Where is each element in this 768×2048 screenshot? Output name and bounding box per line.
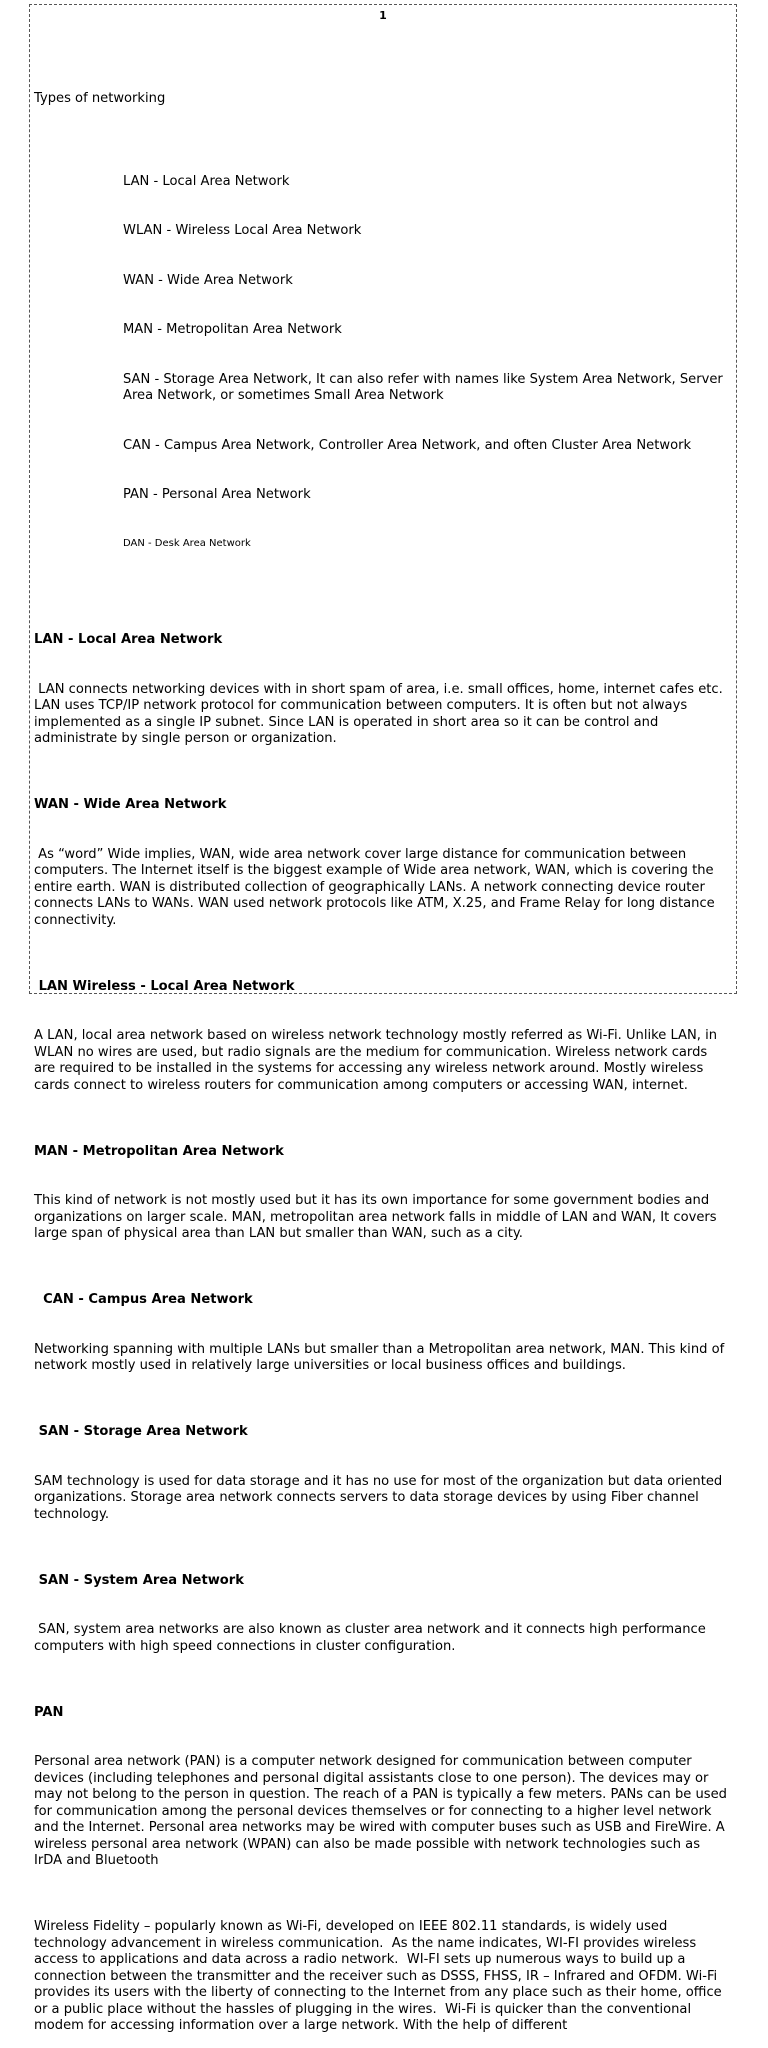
section-body-wan: As “word” Wide implies, WAN, wide area network cover large distance for communication between computers. The Internet itself is the biggest example of Wide area network, WAN, which is covering the entire earth. WAN is distributed collection of geographically LANs. A network connecting device router connects LANs to WANs. WAN used network protocols like ATM, X.25, and Frame Relay for long distance connectivity. bbox=[34, 846, 719, 928]
section-heading-pan: PAN bbox=[34, 1704, 64, 1720]
section-heading-storage-san: SAN - Storage Area Network bbox=[34, 1424, 248, 1439]
section-heading-man: MAN - Metropolitan Area Network bbox=[34, 1143, 284, 1159]
section-heading-system-san: SAN - System Area Network bbox=[34, 1572, 244, 1588]
types-list-item: SAN - Storage Area Network, It can also refer with names like System Area Network, Server Area Network, or sometimes Small Area Network bbox=[123, 371, 727, 403]
section-body-can: Networking spanning with multiple LANs but smaller than a Metropolitan area network, MAN. This kind of network mostly used in relatively large universities or local business offices and buildings. bbox=[34, 1341, 729, 1373]
types-list-item: PAN - Personal Area Network bbox=[123, 487, 311, 502]
section-body-man: This kind of network is not mostly used but it has its own importance for some government bodies and organizations on larger scale. MAN, metropolitan area network falls in middle of LAN and WAN, It covers large span of physical area than LAN but smaller than WAN, such as a city. bbox=[34, 1193, 721, 1241]
section-body-pan: Personal area network (PAN) is a computer network designed for communication between computer devices (including telephones and personal digital assistants close to one person). The devices may or may not belong to the person in question. The reach of a PAN is typically a few meters. PANs can be used for communication among the personal devices themselves or for connecting to a higher level network and the Internet. Personal area networks may be wired with computer buses such as USB and FireWire. A wireless personal area network (WPAN) can also be made possible with network technologies such as IrDA and Bluetooth bbox=[34, 1754, 732, 1868]
section-body-storage-san: SAM technology is used for data storage and it has no use for most of the organization but data oriented organizations. Storage area network connects servers to data storage devices by using Fiber channel technology. bbox=[34, 1473, 727, 1522]
types-list-item: DAN - Desk Area Network bbox=[123, 537, 251, 549]
page-number: 1 bbox=[379, 9, 387, 22]
document-content bbox=[34, 58, 732, 2048]
section-heading-lan: LAN - Local Area Network bbox=[34, 632, 223, 647]
section-heading-wlan: LAN Wireless - Local Area Network bbox=[34, 978, 295, 994]
types-list-item: CAN - Campus Area Network, Controller Area Network, and often Cluster Area Network bbox=[123, 437, 692, 453]
section-body-lan: LAN connects networking devices with in short spam of area, i.e. small offices, home, internet cafes etc. LAN uses TCP/IP network protocol for communication between computers. It is often but not always implemented as a single IP subnet. Since LAN is operated in short area so it can be control and administrate by single person or organization. bbox=[34, 681, 727, 746]
closing-paragraph: Wireless Fidelity – popularly known as Wi-Fi, developed on IEEE 802.11 standards, is widely used technology advancement in wireless communication. As the name indicates, WI-FI provides wireless access to applications and data across a radio network. WI-FI sets up numerous ways to build up a connection between the transmitter and the receiver such as DSSS, FHSS, IR – Infrared and OFDM. Wi-Fi provides its users with the liberty of connecting to the Internet from any place such as their home, office or a public place without the hassles of plugging in the wires. Wi-Fi is quicker than the conventional modem for accessing information over a large network. With the help of different bbox=[34, 1919, 726, 2033]
types-list-item: MAN - Metropolitan Area Network bbox=[123, 322, 342, 337]
types-list bbox=[34, 141, 732, 583]
document-page bbox=[29, 4, 737, 2033]
section-body-system-san: SAN, system area networks are also known as cluster area network and it connects high performance computers with high speed connections in cluster configuration. bbox=[34, 1622, 710, 1654]
section-body-wlan: A LAN, local area network based on wireless network technology mostly referred as Wi-Fi. Unlike LAN, in WLAN no wires are used, but radio signals are the medium for communication. Wireless network cards are required to be installed in the systems for accessing any wireless network around. Mostly wireless cards connect to wireless routers for communication among computers or accessing WAN, internet. bbox=[34, 1028, 730, 1093]
section-heading-wan: WAN - Wide Area Network bbox=[34, 797, 227, 812]
types-list-item: WAN - Wide Area Network bbox=[123, 272, 293, 288]
types-heading: Types of networking bbox=[34, 91, 166, 106]
types-list-item: LAN - Local Area Network bbox=[123, 173, 290, 189]
types-list-item: WLAN - Wireless Local Area Network bbox=[123, 223, 362, 238]
section-heading-can: CAN - Campus Area Network bbox=[34, 1292, 253, 1307]
